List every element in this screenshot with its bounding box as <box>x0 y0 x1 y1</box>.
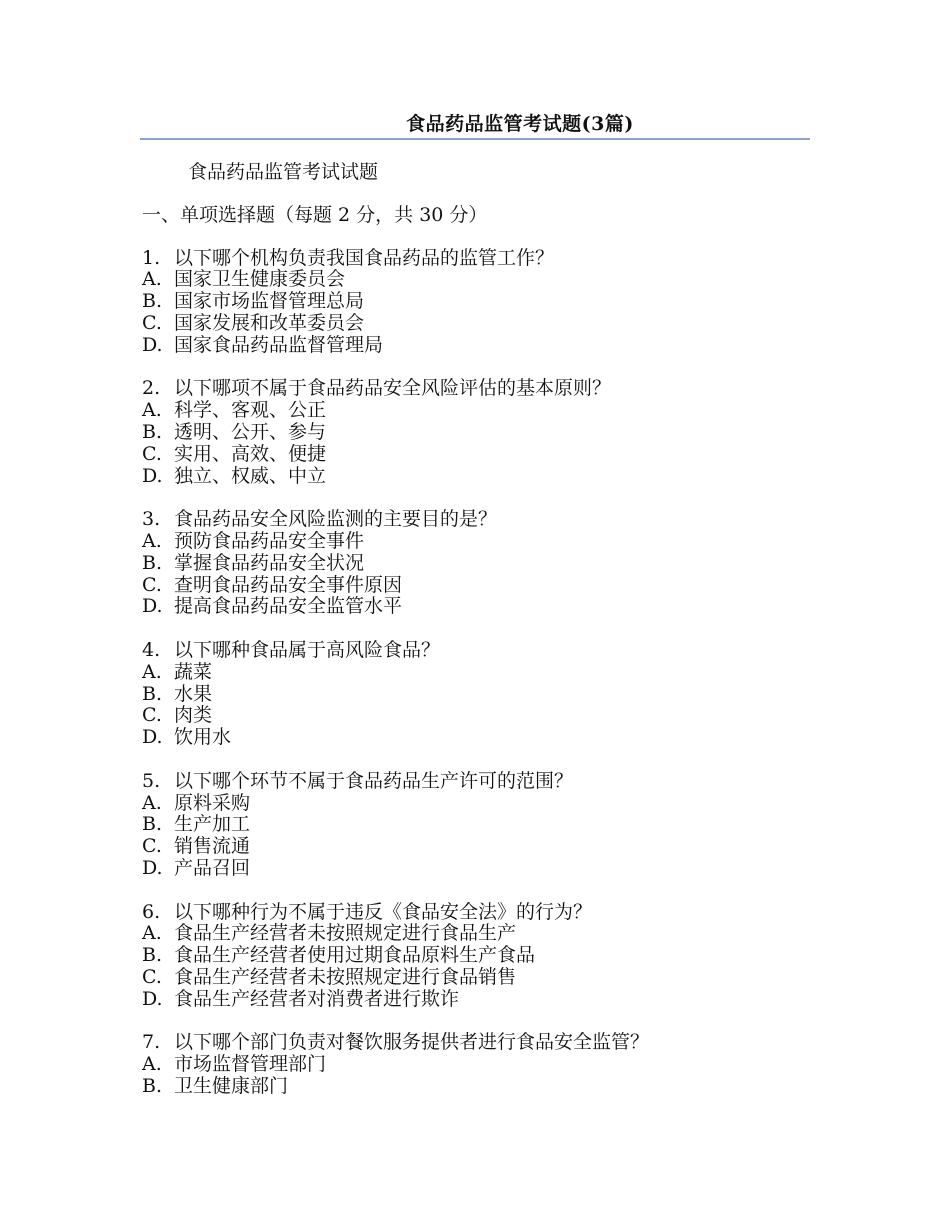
answer-option <box>142 400 812 422</box>
answer-option <box>142 945 812 967</box>
answer-option <box>142 575 812 597</box>
option-text: 蔬菜 <box>174 660 213 683</box>
option-letter: A. <box>142 922 162 945</box>
answer-option <box>142 422 812 444</box>
option-letter: A. <box>142 1053 162 1076</box>
question-block <box>142 378 812 487</box>
question-line <box>142 902 812 924</box>
option-text: 生产加工 <box>174 813 251 836</box>
option-text: 原料采购 <box>174 791 251 814</box>
answer-option <box>142 1054 812 1076</box>
question-line <box>142 640 812 662</box>
document-title: 食品药品监管考试题(3篇) <box>406 113 634 135</box>
option-text: 食品生产经营者使用过期食品原料生产食品 <box>174 944 536 967</box>
question-text: 以下哪种食品属于高风险食品？ <box>174 638 441 661</box>
option-letter: A. <box>142 660 162 683</box>
option-text: 肉类 <box>174 704 213 727</box>
option-letter: A. <box>142 529 162 552</box>
option-letter: C. <box>142 704 162 727</box>
option-text: 独立、权威、中立 <box>174 464 327 487</box>
question-line <box>142 248 812 270</box>
option-letter: C. <box>142 442 162 465</box>
question-text: 以下哪种行为不属于违反《食品安全法》的行为？ <box>174 900 593 923</box>
answer-option <box>142 989 812 1011</box>
option-letter: D. <box>142 726 163 749</box>
answer-option <box>142 858 812 880</box>
option-text: 国家食品药品监督管理局 <box>174 333 384 356</box>
question-text: 以下哪个环节不属于食品药品生产许可的范围？ <box>174 769 574 792</box>
option-text: 食品生产经营者未按照规定进行食品生产 <box>174 922 517 945</box>
option-text: 国家卫生健康委员会 <box>174 268 346 291</box>
option-letter: B. <box>142 551 163 574</box>
option-letter: B. <box>142 813 163 836</box>
question-number: 6. <box>142 900 161 923</box>
answer-option <box>142 313 812 335</box>
answer-option <box>142 269 812 291</box>
question-line <box>142 509 812 531</box>
answer-option <box>142 923 812 945</box>
section-header: 一、单项选择题（每题 2 分，共 30 分） <box>142 203 488 226</box>
option-letter: C. <box>142 835 162 858</box>
option-text: 科学、客观、公正 <box>174 399 327 422</box>
option-text: 食品生产经营者对消费者进行欺诈 <box>174 987 460 1010</box>
question-number: 5. <box>142 769 161 792</box>
answer-option <box>142 705 812 727</box>
answer-option <box>142 444 812 466</box>
question-number: 2. <box>142 377 161 400</box>
answer-option <box>142 793 812 815</box>
answer-option <box>142 1076 812 1098</box>
question-text: 食品药品安全风险监测的主要目的是？ <box>174 508 498 531</box>
answer-option <box>142 684 812 706</box>
option-text: 实用、高效、便捷 <box>174 442 327 465</box>
question-number: 7. <box>142 1031 161 1054</box>
answer-option <box>142 531 812 553</box>
option-text: 市场监督管理部门 <box>174 1053 327 1076</box>
option-letter: B. <box>142 944 163 967</box>
option-text: 产品召回 <box>174 856 251 879</box>
option-text: 销售流通 <box>174 835 251 858</box>
option-text: 查明食品药品安全事件原因 <box>174 573 403 596</box>
option-letter: C. <box>142 311 162 334</box>
answer-option <box>142 662 812 684</box>
answer-option <box>142 836 812 858</box>
question-line <box>142 378 812 400</box>
option-text: 卫生健康部门 <box>174 1074 289 1097</box>
option-text: 提高食品药品安全监管水平 <box>174 595 403 618</box>
answer-option <box>142 814 812 836</box>
option-text: 饮用水 <box>174 726 232 749</box>
option-letter: C. <box>142 965 162 988</box>
option-letter: B. <box>142 420 163 443</box>
document-subtitle: 食品药品监管考试试题 <box>188 161 379 183</box>
question-text: 以下哪个部门负责对餐饮服务提供者进行食品安全监管？ <box>174 1031 650 1054</box>
option-letter: D. <box>142 464 163 487</box>
option-letter: B. <box>142 290 163 313</box>
answer-option <box>142 596 812 618</box>
question-line <box>142 1032 812 1054</box>
question-block <box>142 902 812 1011</box>
option-text: 掌握食品药品安全状况 <box>174 551 365 574</box>
question-number: 3. <box>142 508 161 531</box>
answer-option <box>142 291 812 313</box>
document-body <box>142 160 812 1119</box>
option-letter: D. <box>142 595 163 618</box>
question-list <box>142 248 812 1098</box>
option-text: 食品生产经营者未按照规定进行食品销售 <box>174 965 517 988</box>
option-text: 预防食品药品安全事件 <box>174 529 365 552</box>
option-letter: D. <box>142 987 163 1010</box>
option-letter: A. <box>142 791 162 814</box>
answer-option <box>142 466 812 488</box>
option-letter: A. <box>142 268 162 291</box>
option-letter: B. <box>142 682 163 705</box>
answer-option <box>142 553 812 575</box>
question-block <box>142 248 812 357</box>
question-line <box>142 771 812 793</box>
option-text: 国家市场监督管理总局 <box>174 290 365 313</box>
option-letter: C. <box>142 573 162 596</box>
answer-option <box>142 727 812 749</box>
question-block <box>142 509 812 618</box>
question-text: 以下哪个机构负责我国食品药品的监管工作？ <box>174 246 555 269</box>
option-letter: D. <box>142 856 163 879</box>
answer-option <box>142 967 812 989</box>
option-letter: B. <box>142 1074 163 1097</box>
answer-option <box>142 335 812 357</box>
option-text: 水果 <box>174 682 213 705</box>
option-text: 透明、公开、参与 <box>174 420 327 443</box>
title-divider <box>140 138 810 140</box>
option-text: 国家发展和改革委员会 <box>174 311 365 334</box>
question-text: 以下哪项不属于食品药品安全风险评估的基本原则？ <box>174 377 612 400</box>
question-block <box>142 771 812 880</box>
question-block <box>142 640 812 749</box>
question-block <box>142 1032 812 1097</box>
option-letter: D. <box>142 333 163 356</box>
question-number: 4. <box>142 638 161 661</box>
question-number: 1. <box>142 246 161 269</box>
option-letter: A. <box>142 399 162 422</box>
